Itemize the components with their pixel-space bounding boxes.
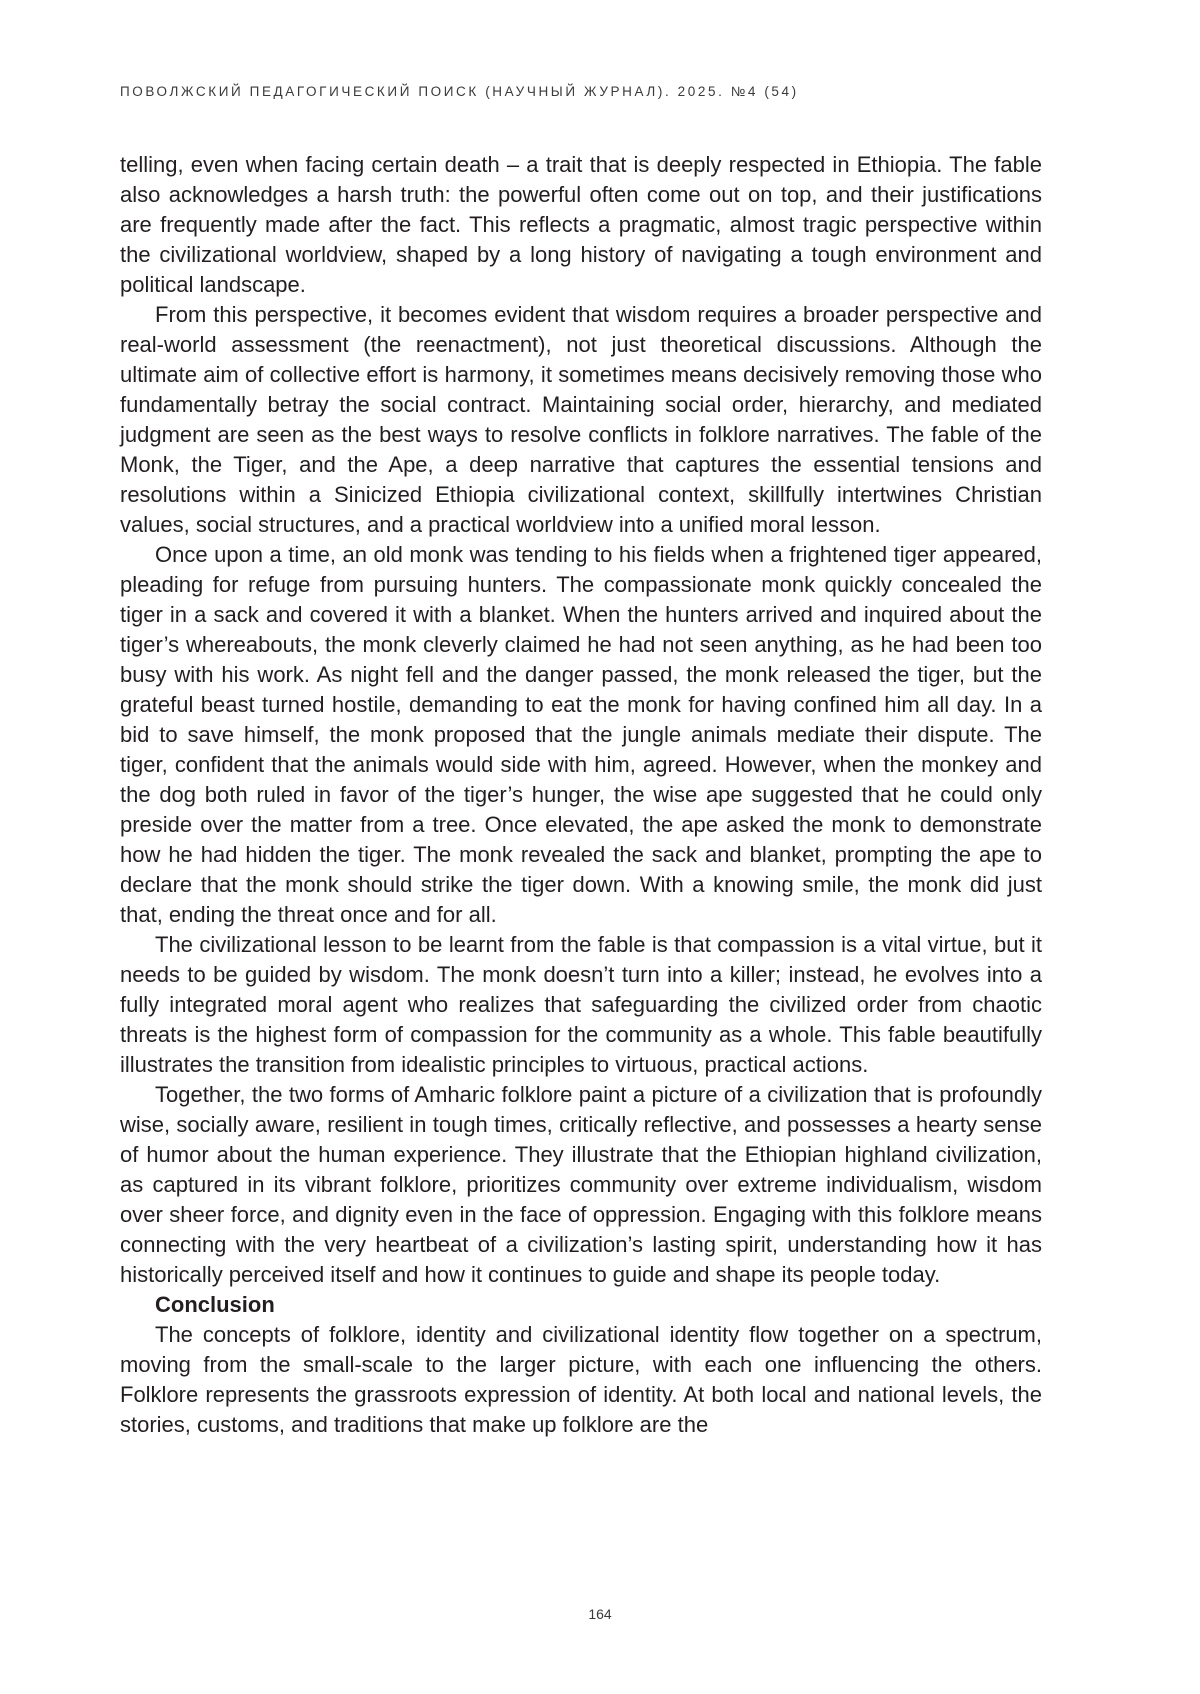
body-paragraph: From this perspective, it becomes evident that wisdom requires a broader perspective and real-world assessment (the reenactment), not just theoretical discussions. Although the ultimate aim of collective effort is harmony, it sometimes means decisively removing those who fundamentally betray the social contract. Maintaining social order, hierarchy, and mediated judgment are seen as the best ways to resolve conflicts in folklore narratives. The fable of the Monk, the Tiger, and the Ape, a deep narrative that captures the essential tensions and resolutions within a Sinicized Ethiopia civilizational context, skillfully intertwines Christian values, social structures, and a practical worldview into a unified moral lesson. xyxy=(120,302,1042,537)
body-paragraph: Once upon a time, an old monk was tending to his fields when a frightened tiger appeared, pleading for refuge from pursuing hunters. The compassionate monk quickly concealed the tiger in a sack and covered it with a blanket. When the hunters arrived and inquired about the tiger’s whereabouts, the monk cleverly claimed he had not seen anything, as he had been too busy with his work. As night fell and the danger passed, the monk released the tiger, but the grateful beast turned hostile, demanding to eat the monk for having confined him all day. In a bid to save himself, the monk proposed that the jungle animals mediate their dispute. The tiger, confident that the animals would side with him, agreed. However, when the monkey and the dog both ruled in favor of the tiger’s hunger, the wise ape suggested that he could only preside over the matter from a tree. Once elevated, the ape asked the monk to demonstrate how he had hidden the tiger. The monk revealed the sack and blanket, prompting the ape to declare that the monk should strike the tiger down. With a knowing smile, the monk did just that, ending the threat once and for all. xyxy=(120,542,1042,927)
section-heading-conclusion: Conclusion xyxy=(155,1292,275,1317)
body-paragraph: telling, even when facing certain death – a trait that is deeply respected in Ethiopia. The fable also acknowledges a harsh truth: the powerful often come out on top, and their justifications are frequently made after the fact. This reflects a pragmatic, almost tragic perspective within the civilizational worldview, shaped by a long history of navigating a tough environment and political landscape. xyxy=(120,152,1042,297)
running-header: ПОВОЛЖСКИЙ ПЕДАГОГИЧЕСКИЙ ПОИСК (НАУЧНЫЙ ЖУРНАЛ). 2025. №4 (54) xyxy=(120,84,799,99)
body-paragraph: The civilizational lesson to be learnt from the fable is that compassion is a vital virtue, but it needs to be guided by wisdom. The monk doesn’t turn into a killer; instead, he evolves into a fully integrated moral agent who realizes that safeguarding the civilized order from chaotic threats is the highest form of compassion for the community as a whole. This fable beautifully illustrates the transition from idealistic principles to virtuous, practical actions. xyxy=(120,932,1042,1077)
conclusion-paragraph: The concepts of folklore, identity and civilizational identity flow together on a spectrum, moving from the small-scale to the larger picture, with each one influencing the others. Folklore represents the grassroots expression of identity. At both local and national levels, the stories, customs, and traditions that make up folklore are the xyxy=(120,1322,1042,1437)
article-body xyxy=(120,150,1042,1440)
body-paragraph: Together, the two forms of Amharic folklore paint a picture of a civilization that is profoundly wise, socially aware, resilient in tough times, critically reflective, and possesses a hearty sense of humor about the human experience. They illustrate that the Ethiopian highland civilization, as captured in its vibrant folklore, prioritizes community over extreme individualism, wisdom over sheer force, and dignity even in the face of oppression. Engaging with this folklore means connecting with the very heartbeat of a civilization’s lasting spirit, understanding how it has historically perceived itself and how it continues to guide and shape its people today. xyxy=(120,1082,1042,1287)
page-number: 164 xyxy=(588,1606,612,1622)
